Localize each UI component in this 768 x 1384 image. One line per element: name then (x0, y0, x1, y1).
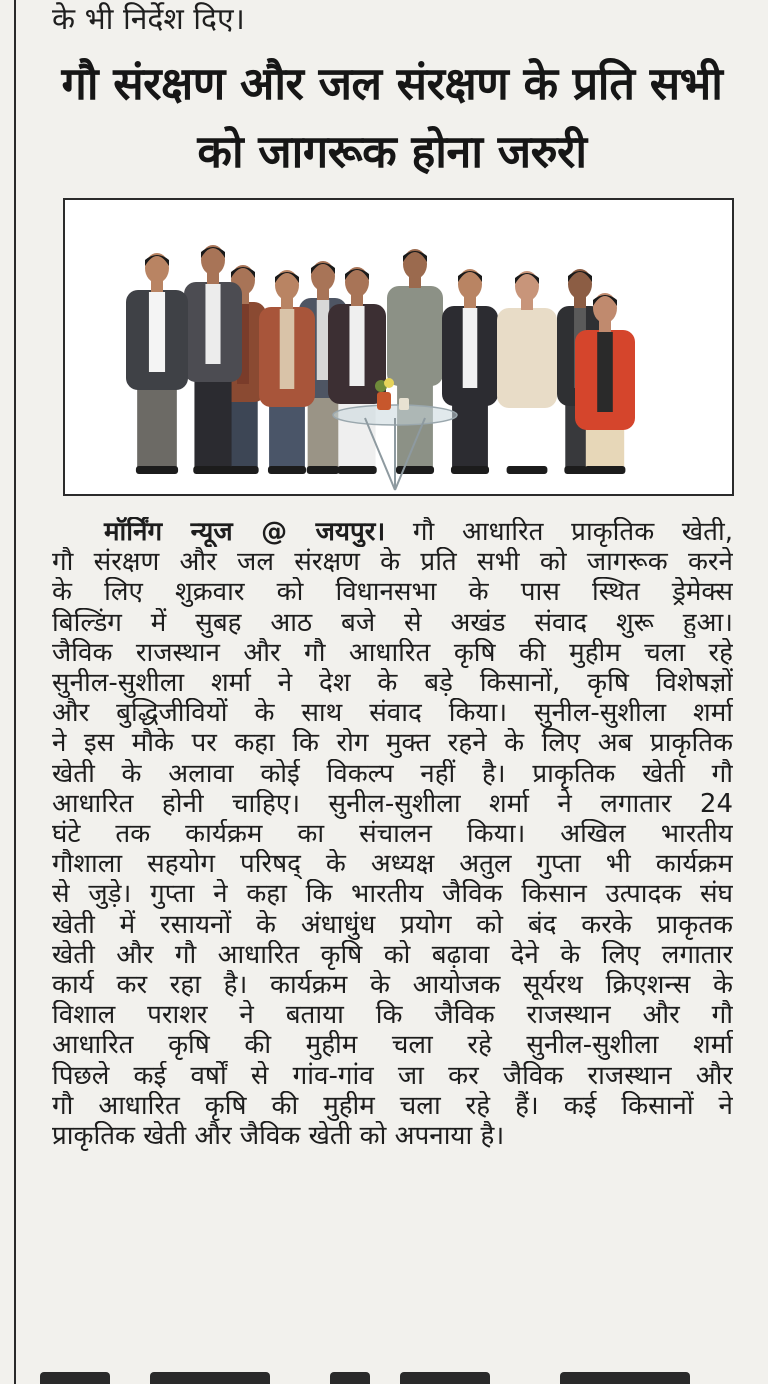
article-line: आधारित होनी चाहिए। सुनील-सुशीला शर्मा ने लगातार 24 (52, 788, 733, 819)
dateline: मॉर्निंग न्यूज @ जयपुर। (104, 517, 386, 547)
article-line: गौ आधारित कृषि की मुहीम चला रहे हैं। कई किसानों ने (52, 1090, 733, 1121)
article-line: के लिए शुक्रवार को विधानसभा के पास स्थित ड्रेमेक्स (52, 577, 733, 608)
article-line: आधारित कृषि की मुहीम चला रहे सुनील-सुशीला शर्मा (52, 1030, 733, 1061)
article-line (52, 517, 733, 547)
article-line: से जुड़े। गुप्ता ने कहा कि भारतीय जैविक किसान उत्पादक संघ (52, 879, 733, 910)
headline-line-2: को जागरूक होना जरुरी (197, 125, 587, 178)
article-body (52, 517, 733, 1151)
article-line: खेती और गौ आधारित कृषि को बढ़ावा देने के लिए लगातार (52, 939, 733, 970)
next-article-cutoff (0, 1368, 768, 1384)
group-photo-illustration (65, 200, 732, 494)
article-headline (20, 50, 764, 186)
person-figure (442, 269, 498, 474)
article-line: गौ संरक्षण और जल संरक्षण के प्रति सभी को जागरूक करने (52, 547, 733, 578)
headline-line-1: गौ संरक्षण और जल संरक्षण के प्रति सभी (61, 57, 723, 110)
article-line: कार्य कर रहा है। कार्यक्रम के आयोजक सूर्यरथ क्रिएशन्स के (52, 970, 733, 1001)
article-line: खेती के अलावा कोई विकल्प नहीं है। प्राकृतिक खेती गौ (52, 758, 733, 789)
person-figure (126, 253, 188, 474)
article-line: प्राकृतिक खेती और जैविक खेती को अपनाया है। (52, 1121, 505, 1152)
article-line: गौशाला सहयोग परिषद् के अध्यक्ष अतुल गुप्ता भी कार्यक्रम (52, 849, 733, 880)
article-line: और बुद्धिजीवियों के साथ संवाद किया। सुनील-सुशीला शर्मा (52, 698, 733, 729)
previous-article-tail: के भी निर्देश दिए। (52, 2, 245, 37)
article-line: विशाल पराशर ने बताया कि जैविक राजस्थान और गौ (52, 1000, 733, 1031)
article-line: पिछले कई वर्षों से गांव-गांव जा कर जैविक राजस्थान और (52, 1060, 733, 1091)
person-figure (497, 271, 557, 474)
page-left-rule (14, 0, 16, 1384)
article-line-text: गौ आधारित प्राकृतिक खेती, (412, 517, 733, 547)
article-line: बिल्डिंग में सुबह आठ बजे से अखंड संवाद शुरू हुआ। (52, 607, 733, 638)
article-line: सुनील-सुशीला शर्मा ने देश के बड़े किसानों, कृषि विशेषज्ञों (52, 668, 733, 699)
article-line: जैविक राजस्थान और गौ आधारित कृषि की मुहीम चला रहे (52, 637, 733, 668)
article-line: ने इस मौके पर कहा कि रोग मुक्त रहने के लिए अब प्राकृतिक (52, 728, 733, 759)
news-photo (63, 198, 734, 496)
article-line: खेती में रसायनों के अंधाधुंध प्रयोग को बंद करके प्राकृतक (52, 909, 733, 940)
article-line: घंटे तक कार्यक्रम का संचालन किया। अखिल भारतीय (52, 819, 733, 850)
